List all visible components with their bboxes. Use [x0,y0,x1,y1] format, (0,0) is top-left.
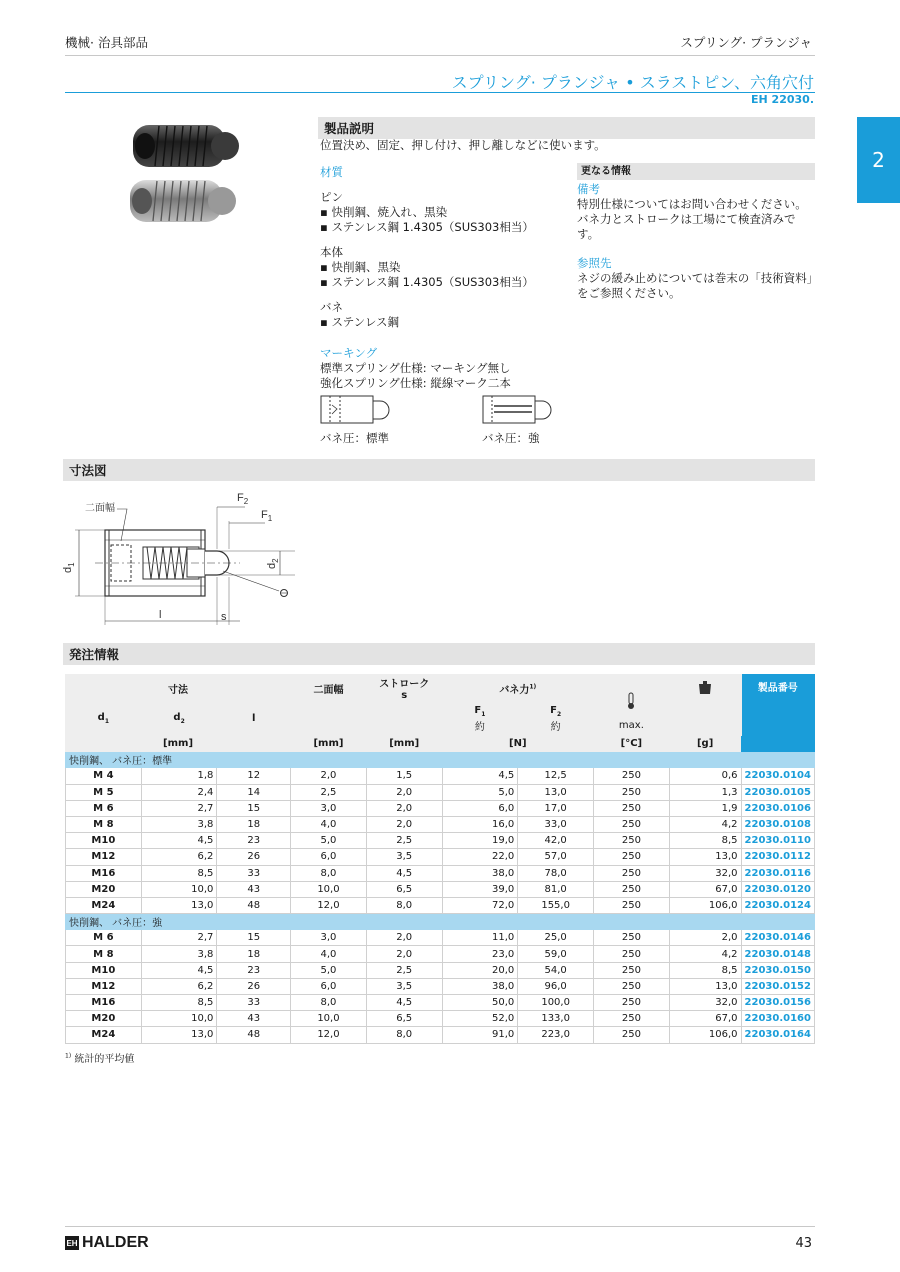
table-cell: 250 [594,800,670,816]
table-cell: 15 [217,930,291,946]
plunger-standard-icon [320,393,396,427]
table-cell: 10,0 [141,881,217,897]
marking-standard-label: バネ圧：標準 [320,431,389,445]
table-cell: 2,0 [366,816,442,832]
table-cell: 33 [217,995,291,1011]
material-group-name: バネ [320,300,343,314]
table-cell: 4,5 [366,865,442,881]
cell-part-number[interactable]: 22030.0152 [741,978,814,994]
th-nikaku: 二面幅 [291,675,367,702]
table-cell: 4,2 [669,816,741,832]
cell-part-number[interactable]: 22030.0146 [741,930,814,946]
dimension-drawing [62,485,325,630]
table-cell: 8,0 [366,897,442,913]
table-cell: 18 [217,946,291,962]
table-row [66,865,815,881]
table-cell: 12,0 [291,1027,367,1043]
marking-block [320,346,550,391]
table-cell: 10,0 [291,881,367,897]
th-f1: $F_1$ 約 [442,702,518,736]
table-cell: 2,0 [366,784,442,800]
logo-mark-icon: EH [65,1236,79,1250]
th-f2: $F_2$ 約 [518,702,594,736]
chapter-tab[interactable]: 2 [857,117,900,203]
table-cell: 38,0 [442,865,518,881]
table-cell: 106,0 [669,897,741,913]
unit-mm: [mm] [291,736,367,752]
table-row [66,1027,815,1043]
table-cell: 8,0 [291,995,367,1011]
table-cell: 4,5 [442,768,518,784]
table-cell: 0,6 [669,768,741,784]
cell-thread-size: M20 [66,881,142,897]
note-line: バネ力とストロークは工場にて検査済みです。 [577,212,796,241]
table-cell: 250 [594,897,670,913]
table-cell: 2,0 [366,800,442,816]
cell-thread-size: M16 [66,995,142,1011]
material-group-body [320,245,550,290]
table-cell: 48 [217,897,291,913]
dim-d1-label: $d_1$ [62,562,76,573]
marking-strong-label: バネ圧：強 [482,431,540,445]
table-cell: 2,0 [669,930,741,946]
cell-part-number[interactable]: 22030.0104 [741,768,814,784]
table-cell: 2,5 [291,784,367,800]
table-cell: 26 [217,978,291,994]
table-cell: 13,0 [141,897,217,913]
table-row [66,1011,815,1027]
table-cell: 2,4 [141,784,217,800]
header-section: スプリング· プランジャ [680,35,812,50]
table-cell: 96,0 [518,978,594,994]
thermometer-icon [626,692,636,710]
reference-heading: 参照先 [577,256,612,270]
table-cell: 1,5 [366,768,442,784]
table-cell: 2,7 [141,800,217,816]
table-cell: 250 [594,849,670,865]
marking-strong [482,393,558,446]
table-cell: 250 [594,930,670,946]
table-cell: 2,0 [366,930,442,946]
table-cell: 250 [594,962,670,978]
product-photo [105,120,245,230]
table-cell: 5,0 [442,784,518,800]
table-cell: 6,5 [366,1011,442,1027]
table-cell: 3,0 [291,930,367,946]
group-standard-row [66,752,815,768]
table-cell: 42,0 [518,833,594,849]
th-d1: $d_1$ [66,702,142,736]
cell-thread-size: M10 [66,962,142,978]
table-cell: 78,0 [518,865,594,881]
table-cell: 2,5 [366,962,442,978]
table-cell: 250 [594,978,670,994]
table-cell: 4,0 [291,816,367,832]
order-heading: 発注情報 [63,643,815,665]
table-cell: 2,5 [366,833,442,849]
table-cell: 13,0 [141,1027,217,1043]
dim-f2-label: $F_2$ [237,492,249,506]
table-cell: 3,5 [366,978,442,994]
table-cell: 6,0 [291,978,367,994]
header-category: 機械· 治具部品 [65,35,148,50]
table-cell: 1,3 [669,784,741,800]
table-cell: 15 [217,800,291,816]
table-cell: 1,8 [141,768,217,784]
table-cell: 133,0 [518,1011,594,1027]
cell-part-number[interactable]: 22030.0105 [741,784,814,800]
table-cell: 6,0 [442,800,518,816]
material-item: ▪ 快削鋼、黒染 [320,260,401,274]
cell-part-number[interactable]: 22030.0116 [741,865,814,881]
th-weight [669,675,741,736]
cell-part-number[interactable]: 22030.0108 [741,816,814,832]
table-cell: 250 [594,995,670,1011]
rows-standard [66,768,815,914]
marking-heading: マーキング [320,346,378,360]
table-row [66,800,815,816]
table-cell: 223,0 [518,1027,594,1043]
table-cell: 13,0 [669,978,741,994]
footnote: $^{1)}$ 統計的平均値 [65,1052,135,1065]
page-title: スプリング· プランジャ • スラストピン、六角穴付 [451,73,814,92]
table-cell: 4,5 [366,995,442,1011]
title-divider [65,92,815,93]
table-header-row [66,675,815,702]
marking-line: 強化スプリング仕様: 縦線マーク二本 [320,376,511,390]
table-cell: 8,5 [669,833,741,849]
table-cell: 250 [594,865,670,881]
table-cell: 57,0 [518,849,594,865]
cell-thread-size: M12 [66,978,142,994]
th-temperature: max. [594,675,670,736]
table-cell: 250 [594,816,670,832]
footer-divider [65,1226,815,1227]
unit-mm: [mm] [366,736,442,752]
table-cell: 250 [594,768,670,784]
table-cell: 3,8 [141,816,217,832]
table-cell: 250 [594,784,670,800]
table-cell: 10,0 [291,1011,367,1027]
description-text: 位置決め、固定、押し付け、押し離しなどに使います。 [320,138,606,152]
cell-thread-size: M24 [66,897,142,913]
header-divider [65,55,815,56]
table-cell: 4,5 [141,962,217,978]
table-cell: 16,0 [442,816,518,832]
cell-thread-size: M 4 [66,768,142,784]
table-cell: 20,0 [442,962,518,978]
material-item: ▪ ステンレス鋼 [320,315,400,329]
cell-thread-size: M 8 [66,946,142,962]
table-cell: 250 [594,1027,670,1043]
cell-part-number[interactable]: 22030.0156 [741,995,814,1011]
description-heading: 製品説明 [318,117,815,139]
table-cell: 5,0 [291,833,367,849]
th-part-number: 製品番号 [741,675,814,752]
table-cell: 4,2 [669,946,741,962]
table-cell: 8,0 [366,1027,442,1043]
table-cell: 33 [217,865,291,881]
table-cell: 2,7 [141,930,217,946]
table-cell: 250 [594,881,670,897]
cell-part-number[interactable]: 22030.0110 [741,833,814,849]
table-cell: 91,0 [442,1027,518,1043]
cell-thread-size: M 5 [66,784,142,800]
table-cell: 3,5 [366,849,442,865]
unit-mm: [mm] [66,736,291,752]
cell-thread-size: M20 [66,1011,142,1027]
rows-strong [66,930,815,1043]
table-cell: 6,0 [291,849,367,865]
table-cell: 3,0 [291,800,367,816]
table-cell: 155,0 [518,897,594,913]
table-cell: 59,0 [518,946,594,962]
table-row [66,946,815,962]
unit-n: [N] [442,736,593,752]
table-cell: 5,0 [291,962,367,978]
cell-part-number[interactable]: 22030.0120 [741,881,814,897]
th-dimensions: 寸法 [66,675,291,702]
material-item: ▪ ステンレス鋼 1.4305（SUS303相当） [320,275,534,289]
table-cell: 1,9 [669,800,741,816]
dimension-heading: 寸法図 [63,459,815,481]
unit-c: [°C] [594,736,670,752]
table-cell: 13,0 [518,784,594,800]
table-units-row [66,736,815,752]
table-cell: 72,0 [442,897,518,913]
table-cell: 8,5 [141,865,217,881]
dim-nikaku-label: 二面幅 [85,503,115,514]
table-cell: 67,0 [669,881,741,897]
table-cell: 11,0 [442,930,518,946]
table-cell: 23,0 [442,946,518,962]
table-cell: 50,0 [442,995,518,1011]
group-standard-label: 快削鋼、 バネ圧：標準 [66,752,815,768]
table-cell: 250 [594,946,670,962]
dim-d2-label: $d_2$ [266,558,280,569]
table-cell: 54,0 [518,962,594,978]
table-cell: 6,5 [366,881,442,897]
material-item: ▪ ステンレス鋼 1.4305（SUS303相当） [320,220,534,234]
table-cell: 13,0 [669,849,741,865]
table-cell: 67,0 [669,1011,741,1027]
table-cell: 6,2 [141,978,217,994]
table-cell: 43 [217,1011,291,1027]
cell-part-number[interactable]: 22030.0164 [741,1027,814,1043]
table-cell: 8,5 [669,962,741,978]
reference-text: ネジの緩み止めについては巻末の「技術資料」をご参照ください。 [577,271,813,300]
dim-l-label: l [159,609,162,621]
th-spring: バネ力$^{1)}$ [442,675,593,702]
table-row [66,784,815,800]
table-cell: 39,0 [442,881,518,897]
unit-g: [g] [669,736,741,752]
group-strong-row [66,914,815,930]
table-cell: 12,0 [291,897,367,913]
cell-part-number[interactable]: 22030.0160 [741,1011,814,1027]
cell-part-number[interactable]: 22030.0150 [741,962,814,978]
table-row [66,930,815,946]
table-cell: 100,0 [518,995,594,1011]
table-cell: 81,0 [518,881,594,897]
note-line: 特別仕様についてはお問い合わせください。 [577,197,807,211]
table-cell: 25,0 [518,930,594,946]
more-info-heading: 更なる情報 [577,163,815,180]
table-cell: 2,0 [291,768,367,784]
table-cell: 43 [217,881,291,897]
material-group-spring [320,300,550,330]
table-row [66,995,815,1011]
material-group-name: 本体 [320,245,343,259]
material-group-name: ピン [320,190,343,204]
table-cell: 250 [594,833,670,849]
marking-line: 標準スプリング仕様: マーキング無し [320,361,511,375]
table-row [66,833,815,849]
order-table [65,674,815,1044]
table-row [66,768,815,784]
cell-thread-size: M 8 [66,816,142,832]
table-cell: 23 [217,962,291,978]
logo-text: HALDER [82,1234,149,1251]
th-l: l [217,702,291,736]
weight-icon [698,681,712,695]
cell-part-number[interactable]: 22030.0148 [741,946,814,962]
material-group-pin [320,190,550,235]
table-cell: 22,0 [442,849,518,865]
table-cell: 4,0 [291,946,367,962]
table-cell: 3,8 [141,946,217,962]
dim-s-label: s [221,611,227,623]
table-cell: 12 [217,768,291,784]
th-stroke: ストローク s [366,675,442,702]
table-row [66,816,815,832]
more-info-block [577,163,815,301]
cell-part-number[interactable]: 22030.0106 [741,800,814,816]
table-cell: 52,0 [442,1011,518,1027]
material-block [320,165,550,391]
cell-thread-size: M 6 [66,800,142,816]
table-cell: 10,0 [141,1011,217,1027]
table-row [66,849,815,865]
product-code: EH 22030. [751,93,814,106]
table-cell: 14 [217,784,291,800]
table-cell: 48 [217,1027,291,1043]
table-cell: 32,0 [669,995,741,1011]
table-cell: 23 [217,833,291,849]
group-strong-label: 快削鋼、 バネ圧：強 [66,914,815,930]
th-d2: $d_2$ [141,702,217,736]
table-row [66,881,815,897]
table-row [66,962,815,978]
table-cell: 6,2 [141,849,217,865]
cell-thread-size: M 6 [66,930,142,946]
table-cell: 4,5 [141,833,217,849]
table-cell: 32,0 [669,865,741,881]
cell-thread-size: M12 [66,849,142,865]
table-cell: 12,5 [518,768,594,784]
table-cell: 2,0 [366,946,442,962]
table-cell: 33,0 [518,816,594,832]
table-row [66,897,815,913]
brand-logo [65,1234,149,1252]
marking-standard [320,393,396,446]
cell-thread-size: M24 [66,1027,142,1043]
table-cell: 19,0 [442,833,518,849]
table-cell: 38,0 [442,978,518,994]
page-number: 43 [795,1236,812,1251]
table-cell: 8,0 [291,865,367,881]
notes-heading: 備考 [577,182,600,196]
table-cell: 106,0 [669,1027,741,1043]
table-cell: 26 [217,849,291,865]
material-item: ▪ 快削鋼、焼入れ、黒染 [320,205,448,219]
cell-thread-size: M10 [66,833,142,849]
material-heading: 材質 [320,165,343,179]
table-cell: 250 [594,1011,670,1027]
table-row [66,978,815,994]
plunger-strong-icon [482,393,558,427]
table-cell: 8,5 [141,995,217,1011]
cell-part-number[interactable]: 22030.0112 [741,849,814,865]
cell-part-number[interactable]: 22030.0124 [741,897,814,913]
dim-f1-label: $F_1$ [261,509,273,523]
table-cell: 17,0 [518,800,594,816]
cell-thread-size: M16 [66,865,142,881]
table-cell: 18 [217,816,291,832]
